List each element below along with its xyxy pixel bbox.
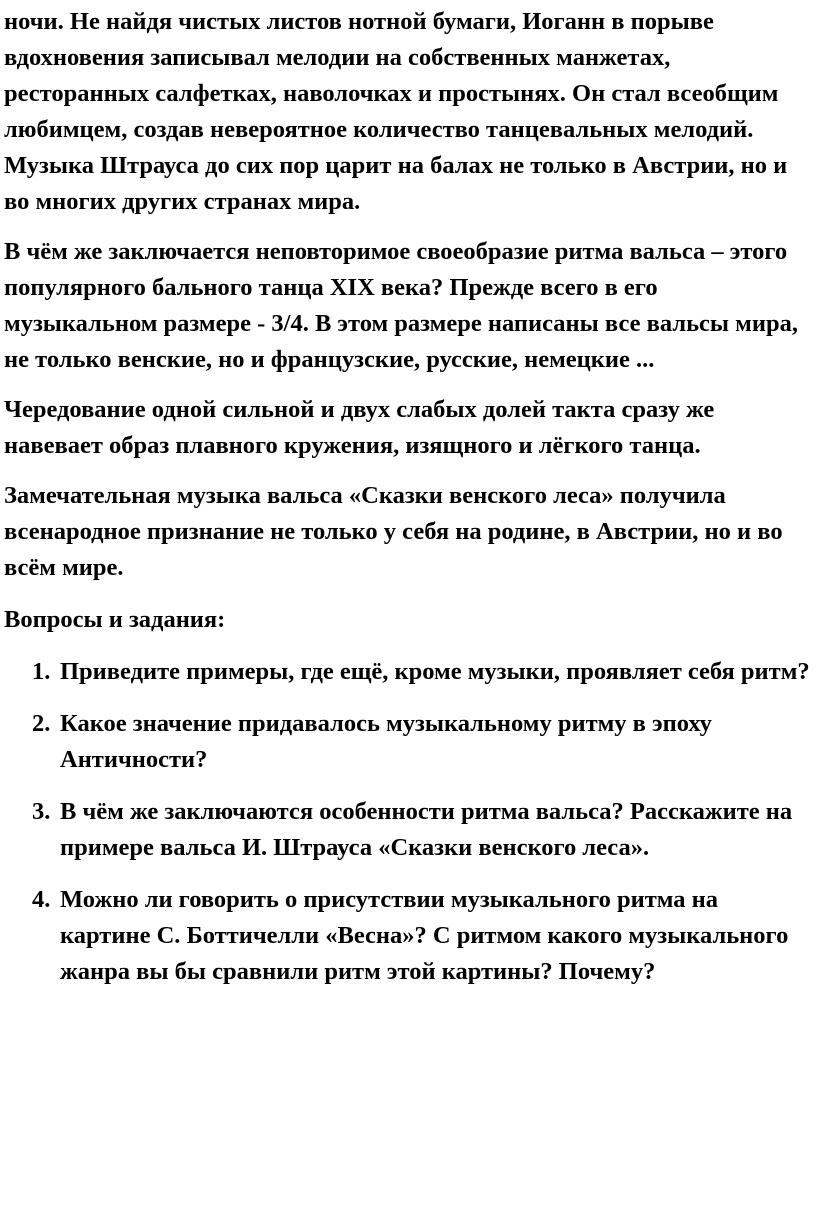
question-item [4,706,810,778]
question-text: Приведите примеры, где ещё, кроме музыки, проявляет себя ритм? [60,658,810,685]
questions-heading: Вопросы и задания: [4,606,226,633]
paragraph-strauss-balls: Музыка Штрауса до сих пор царит на балах не только в Австрии, но и во многих других странах мира. [4,152,788,215]
question-number: 2. [32,710,51,737]
paragraph-waltz-rhythm: В чём же заключается неповторимое своеобразие ритма вальса – этого популярного бального танца XIX века? Прежде всего в его музыкальном размере - 3/4. В этом размере написаны все вальсы мира, не только венские, но и французские, русские, немецкие ... [4,238,798,373]
question-item [4,794,810,866]
question-item [4,654,810,690]
question-number: 4. [32,886,51,913]
question-item [4,882,810,990]
question-number: 3. [32,798,51,825]
questions-list [4,654,810,990]
paragraph-vienna-woods: Замечательная музыка вальса «Сказки венского леса» получила всенародное признание не только у себя на родине, в Австрии, но и во всём мире. [4,482,783,581]
paragraph-strauss-napkins: ночи. Не найдя чистых листов нотной бумаги, Иоганн в порыве вдохновения записывал мелодии на собственных манжетах, ресторанных салфетках, наволочках и простынях. Он стал всеобщим любимцем, создав невероятное количество танцевальных мелодий. [4,8,779,143]
question-text: В чём же заключаются особенности ритма вальса? Расскажите на примере вальса И. Штрауса «Сказки венского леса». [60,798,793,861]
question-text: Какое значение придавалось музыкальному ритму в эпоху Античности? [60,710,712,773]
paragraph-beats-alternation: Чередование одной сильной и двух слабых долей такта сразу же навевает образ плавного кружения, изящного и лёгкого танца. [4,396,715,459]
question-text: Можно ли говорить о присутствии музыкального ритма на картине С. Боттичелли «Весна»? С ритмом какого музыкального жанра вы бы сравнили ритм этой картины? Почему? [60,886,789,985]
question-number: 1. [32,658,51,685]
